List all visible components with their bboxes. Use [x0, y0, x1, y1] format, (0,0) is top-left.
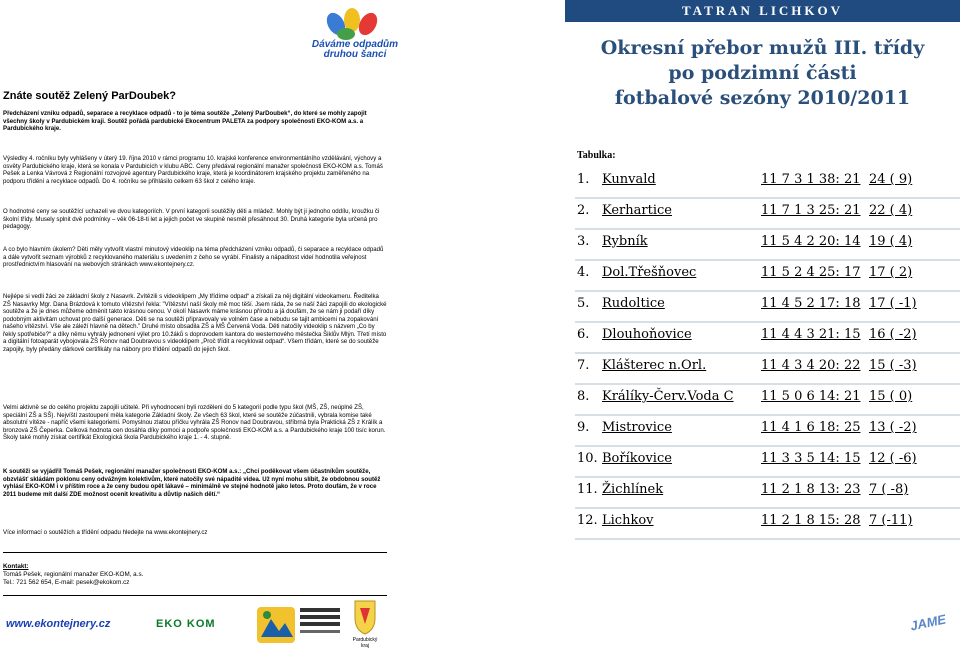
team-stats: 11 7 3 1 38: 21	[761, 172, 861, 187]
team-name: Boříkovice	[602, 451, 672, 466]
team-name: Králíky-Červ.Voda C	[602, 389, 734, 404]
rra-logo-text	[300, 606, 340, 636]
article-paragraph: Velmi aktivně se do celého projektu zapojili učitelé. Při vyhodnocení byli rozděleni do 5 kategorií podle typu škol (MŠ, ZŠ, neúplné ZŠ, speciální ZŠ a SŠ). Nejvíští zastoupení měla kategorie Základní školy. Ze všech 63 škol, které se soutěže zúčastnili, vybrala komise také absolutní vítěze - napříč všemi kategoriemi. Pomyslnou zlatou příčku vyhrála ZŠ Ronov nad Doubravou, stříbrná byla Praktická ZŠ z Králík a bronzová ZŠ Čeperka. Celková hodnota cen dosáhla díky pomoci a podpoře společnosti EKO-KOM a.s. a Pardubického kraje 100 tisíc korun. Školy také mohly získat certifikát Ekologická škola Pardubického kraje 1. - 4. stupně.	[3, 404, 386, 441]
standings-row	[575, 478, 960, 509]
team-points: 15 ( 0)	[869, 389, 913, 404]
title-line: Okresní přebor mužů III. třídy	[600, 37, 925, 59]
league-title	[565, 36, 960, 111]
rank: 10.	[577, 451, 598, 466]
rank: 7.	[577, 358, 590, 373]
contact-phone: Tel.: 721 562 654, E-mail: pesek@ekokom.cz	[3, 578, 130, 586]
kraj-shield-icon	[352, 598, 378, 636]
article-title: Znáte soutěž Zelený ParDoubek?	[3, 90, 176, 102]
team-points: 19 ( 4)	[869, 234, 913, 249]
team-points: 7 (-11)	[869, 513, 913, 528]
team-stats: 11 4 1 6 18: 25	[761, 420, 861, 435]
davame-odpadum-logo	[306, 8, 398, 70]
article-column	[0, 0, 399, 653]
contact-label: Kontakt:	[3, 563, 29, 570]
team-points: 7 ( -8)	[869, 482, 909, 497]
ekokom-logo: EKO KOM	[156, 618, 216, 630]
team-points: 24 ( 9)	[869, 172, 913, 187]
rra-stripes-icon	[300, 606, 340, 636]
logo-text: Dáváme odpadům druhou šanci	[311, 39, 399, 60]
team-stats: 11 4 3 4 20: 22	[761, 358, 861, 373]
rra-logo-icon	[255, 603, 297, 647]
rank: 5.	[577, 296, 590, 311]
team-name: Žichlínek	[602, 482, 664, 497]
contact-name: Tomáš Pešek, regionální manažer EKO-KOM, a.s.	[3, 570, 144, 578]
rank: 12.	[577, 513, 598, 528]
standings-row	[575, 509, 960, 540]
standings-row	[575, 199, 960, 230]
team-stats: 11 4 5 2 17: 18	[761, 296, 861, 311]
article-paragraph: Výsledky 4. ročníku byly vyhlášeny v úterý 19. října 2010 v rámci programu 10. krajské konference environmentálního vzdělávání, výchovy a osvěty Pardubického kraje, která se konala v Pardubicích v klubu ABC. Ceny předával regionální manažer společnosti EKO-KOM a.s. Tomáš Pešek a Lenka Vávrová z Regionální rozvojové agentury Pardubického kraje, která je koordinátorem krajského projektu zaměřeného na podporu třídění a recyklace odpadů. Do 4. ročníku se přihlásilo celkem 63 škol z celého kraje.	[3, 155, 383, 185]
rank: 9.	[577, 420, 590, 435]
team-points: 16 ( -2)	[869, 327, 917, 342]
title-line: fotbalové sezóny 2010/2011	[614, 87, 911, 109]
rank: 4.	[577, 265, 590, 280]
rank: 8.	[577, 389, 590, 404]
standings-row	[575, 416, 960, 447]
rank: 2.	[577, 203, 590, 218]
contact-block	[3, 563, 387, 586]
divider	[3, 595, 387, 596]
rank: 1.	[577, 172, 590, 187]
team-name: Mistrovice	[602, 420, 672, 435]
team-points: 17 ( 2)	[869, 265, 913, 280]
team-stats: 11 5 0 6 14: 21	[761, 389, 861, 404]
table-label: Tabulka:	[577, 150, 616, 161]
sport-column	[565, 0, 960, 653]
team-stats: 11 7 1 3 25: 21	[761, 203, 861, 218]
team-stats: 11 5 4 2 20: 14	[761, 234, 861, 249]
standings-row	[575, 323, 960, 354]
website-link[interactable]: www.ekontejnery.cz	[6, 618, 111, 630]
team-points: 17 ( -1)	[869, 296, 917, 311]
standings-row	[575, 354, 960, 385]
team-stats: 11 3 3 5 14: 15	[761, 451, 861, 466]
standings-row	[575, 261, 960, 292]
team-stats: 11 4 4 3 21: 15	[761, 327, 861, 342]
rank: 6.	[577, 327, 590, 342]
standings-row	[575, 168, 960, 199]
team-stats: 11 2 1 8 13: 23	[761, 482, 861, 497]
team-stats: 11 2 1 8 15: 28	[761, 513, 861, 528]
team-points: 22 ( 4)	[869, 203, 913, 218]
team-points: 13 ( -2)	[869, 420, 917, 435]
team-name: Kerhartice	[602, 203, 672, 218]
rank: 11.	[577, 482, 598, 497]
author-signature: JAME	[908, 611, 948, 634]
team-name: Dol.Třešňovec	[602, 265, 697, 280]
club-banner: TATRAN LICHKOV	[565, 0, 960, 22]
team-points: 12 ( -6)	[869, 451, 917, 466]
team-name: Rybník	[602, 234, 648, 249]
standings-row	[575, 292, 960, 323]
team-name: Rudoltice	[602, 296, 665, 311]
standings-row	[575, 385, 960, 416]
article-paragraph: Předcházení vzniku odpadů, separace a recyklace odpadů - to je téma soutěže „Zelený ParDoubek“, do které se mohly zapojit všechny školy v Pardubickém kraji. Soutěž pořádá pardubické Ekocentrum PALETA za podpory společnosti EKO-KOM a.s. a Pardubického kraje.	[3, 110, 367, 132]
team-name: Kunvald	[602, 172, 656, 187]
kraj-label: Pardubický kraj	[352, 637, 378, 649]
standings-row	[575, 447, 960, 478]
team-points: 15 ( -3)	[869, 358, 917, 373]
title-line: po podzimní části	[668, 62, 857, 84]
article-paragraph: O hodnotné ceny se soutěžící uchazeli ve dvou kategoriích. V první kategorii soutěžily děti a mládež. Mohly být ji jednoho oddílu, kroužku či školní třídy. Musely splnit dvě podmínky – věk 06-18-ti let a jejich počet ve skupině nesměl přesáhnout 30. Druhá kategorie byla určená pro pedagogy.	[3, 208, 380, 230]
rank: 3.	[577, 234, 590, 249]
article-paragraph: A co bylo hlavním úkolem? Děti měly vytvořit vlastní minutový videoklip na téma předcházení vzniku odpadů, či separace a recyklace odpadů a dále vytvořit seznam výrobků z recyklovaného materiálu s uvedením z čeho se vyrábí. Finalisty a nápaditost videí hodnotila veřejnost prostřednictvím hlasování na webových stránkách www.ekontejnery.cz.	[3, 246, 384, 268]
team-stats: 11 5 2 4 25: 17	[761, 265, 861, 280]
standings-row	[575, 230, 960, 261]
article-paragraph: K soutěži se vyjádřil Tomáš Pešek, regionální manažer společnosti EKO-KOM a.s.: „Chci poděkovat všem účastníkům soutěže, obzvlášť skládám poklonu ceny odvážným kolektivům, které natočily své nápadité videa. Už nyní mohu slíbit, že obdobnou soutěž vyhlásí EKO-KOM i v příštím roce a že ceny budou opět lákavé – minimálně ve stejné hodnotě jako letos. Proto doufám, že v roce 2011 budeme mít další ZDE možnost ocenit kreativitu a důvtip našich dětí.“	[3, 468, 381, 498]
team-name: Dlouhoňovice	[602, 327, 692, 342]
article-paragraph: Více informací o soutěžích a třídění odpadu hledejte na www.ekontejnery.cz	[3, 529, 208, 536]
petals-icon	[306, 8, 398, 42]
divider	[3, 552, 387, 553]
article-paragraph: Nejlépe si vedli žáci ze základní školy z Nasavrk. Zvítězili s videoklipem „My třídíme odpad“ a získali za něj digitální videokameru. Ředitelka ZŠ Nasavrky Mgr. Dana Brázdová k tomuto vítězství řekla: "Vítězství naší školy mě moc těší. Jsem ráda, že se naší žáci zapojili do ekologické soutěže a že je dnes můžeme odměnit takto krásnou cenou. V okolí Nasavrk máme krásnou přírodu a já doufám, že se nám ji podaří díky podobným aktivitám uchovat pro další generace. Děti se na soutěži připravovaly ve volném čase a nebudu se tajit ambicemi na zopakování našeho vítězství. Vše ale záleží hlavně na dětech." Druhé místo obsadila ZŠ a MŠ Červená Voda. Děti natočily videoklip s názvem „Co by řekly spotřebiče?“ a díky němu vyhrály jednonení výlet pro 10.žáků s doprovodem kantora do westernového městečka Šiklův Mlýn. Třetí místo a digitální fotoaparát vybojovala ZŠ Ronov nad Doubravou s videoklipem „Proč třídit a recyklovat odpad“. Všem třídám, které se do soutěže zapojily, byly předány dárkové certifikáty na nábory pro třídění odpadů do jejich škol.	[3, 293, 387, 353]
team-name: Lichkov	[602, 513, 654, 528]
team-name: Klášterec n.Orl.	[602, 358, 707, 373]
